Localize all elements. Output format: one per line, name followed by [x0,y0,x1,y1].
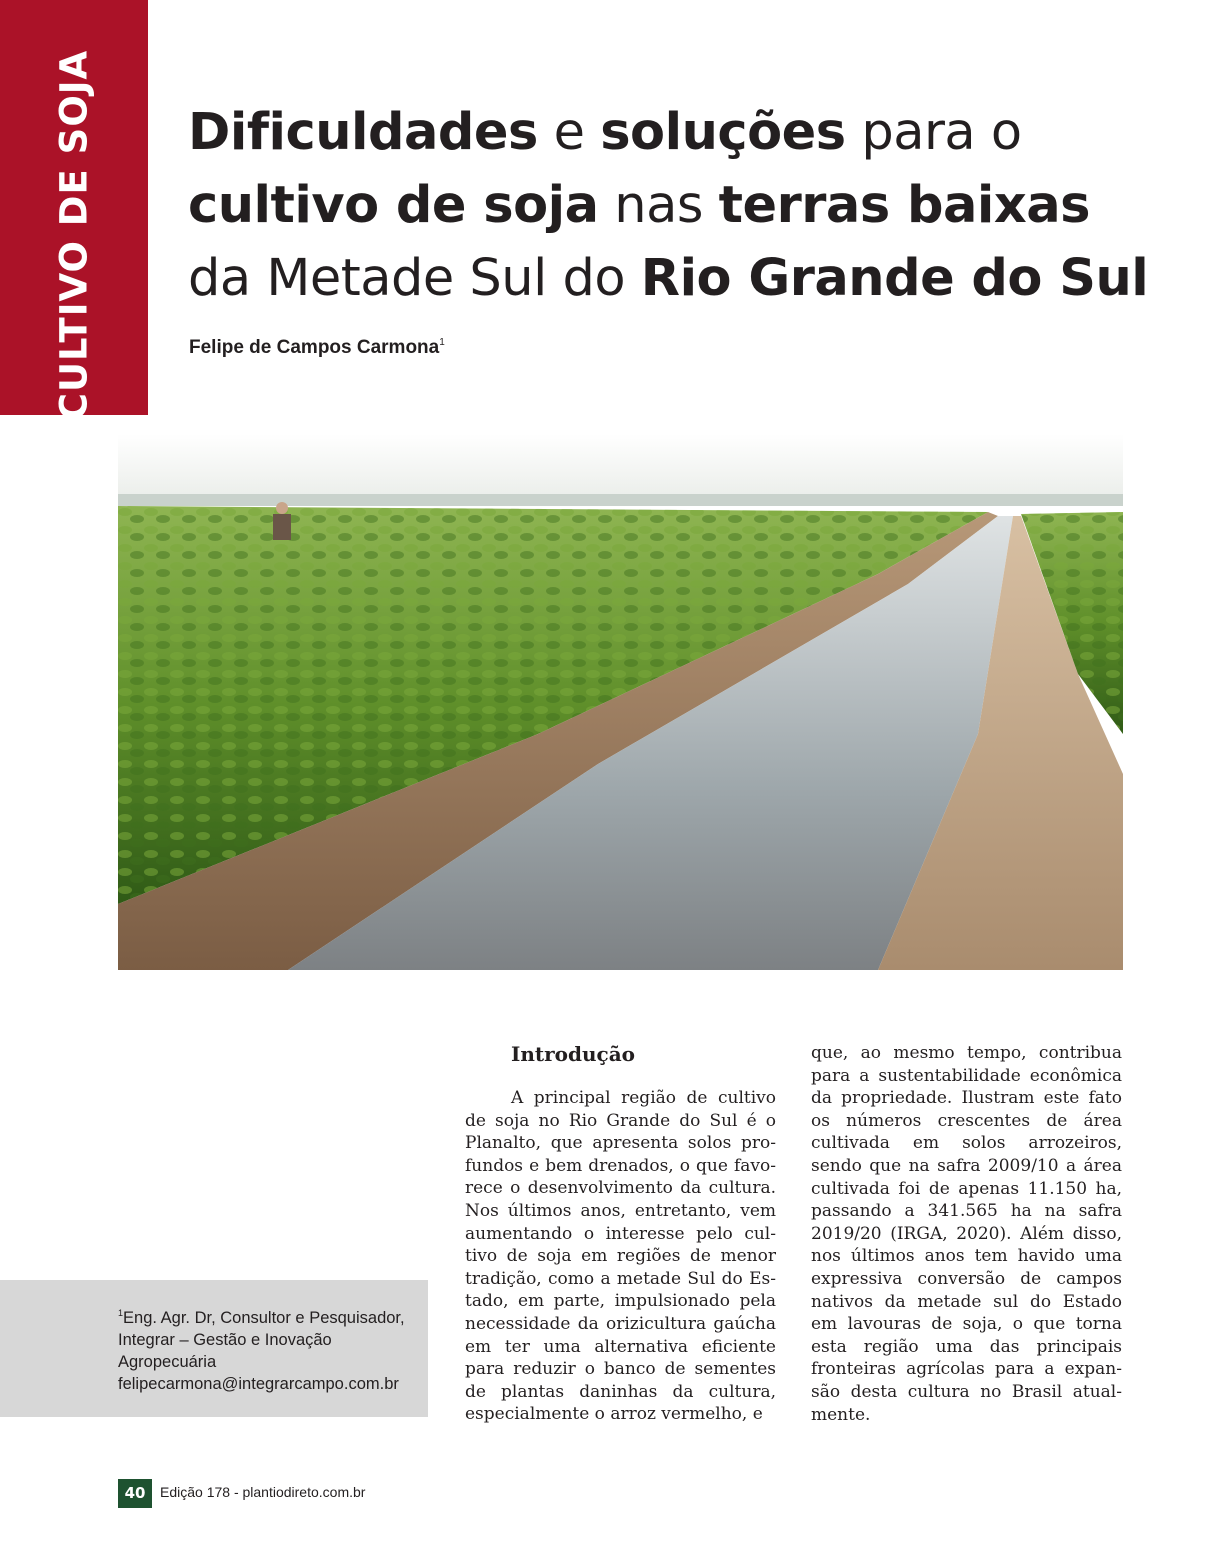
title-segment: Rio Grande do Sul [640,249,1149,308]
folio: Edição 178 - plantiodireto.com.br [160,1484,366,1500]
title-line-1 [188,96,1178,169]
author-name: Felipe de Campos Carmona [189,337,440,358]
title-segment: da Metade Sul do [188,249,641,308]
footnote-text [118,1302,418,1395]
section-heading: Introdução [511,1042,636,1066]
footnote-line [118,1302,418,1329]
title-segment: terras baixas [718,176,1091,235]
soybean-field-photo [118,434,1123,970]
footnote-email: felipecarmona@integrarcampo.com.br [118,1375,399,1393]
body-column-1 [465,1042,776,1426]
footnote-line: Agropecuária [118,1353,217,1371]
author-note-mark: 1 [439,337,445,348]
footnote-affiliation: Eng. Agr. Dr, Consultor e Pesquisador, [123,1309,405,1327]
title-line-2 [188,169,1178,242]
body-paragraph: A principal região de cultivo de soja no Rio Grande do Sul é o Planalto, que apresenta solos profundos e bem drenados, o que favorece o desenvolvimento da cultura. Nos últimos anos, entretanto, vem aumentando o interesse pelo cultivo de soja em regiões de menor tradição, como a metade Sul do Estado, em parte, impulsionado pela necessidade da orizicultura gaúcha em ter uma alternativa eficiente para reduzir o banco de sementes de plantas daninhas da cultura, especialmente o arroz vermelho, e [465,1088,776,1425]
title-line-3 [188,242,1178,315]
body-paragraph: que, ao mesmo tempo, contribua para a sustentabilidade econômica da propriedade. Ilustram este fato os números crescentes de área cultivada em solos arrozeiros, sendo que na safra 2009/10 a área cultivada foi de apenas 11.150 ha, passando a 341.565 ha na safra 2019/20 (IRGA, 2020). Além disso, nos últimos anos tem havido uma expressiva conversão de campos nativos da metade sul do Estado em lavouras de soja, o que torna esta região uma das principais fronteiras agrícolas para a expansão desta cultura no Brasil atualmente. [811,1043,1122,1425]
title-segment: para o [845,103,1022,162]
author-footnote [0,1280,428,1417]
article-title [188,96,1178,315]
title-segment: e [537,103,601,162]
body-column-2 [811,1042,1122,1426]
section-label: CULTIVO DE SOJA [52,49,96,421]
title-segment: soluções [600,103,846,162]
footnote-line: Integrar – Gestão e Inovação [118,1331,332,1349]
footnote-mark: 1 [118,1308,124,1318]
section-tab [0,0,148,421]
author-byline [189,337,445,359]
title-segment: nas [598,176,719,235]
title-segment: cultivo de soja [188,176,599,235]
page-number: 40 [118,1479,152,1508]
title-segment: Dificuldades [188,103,538,162]
